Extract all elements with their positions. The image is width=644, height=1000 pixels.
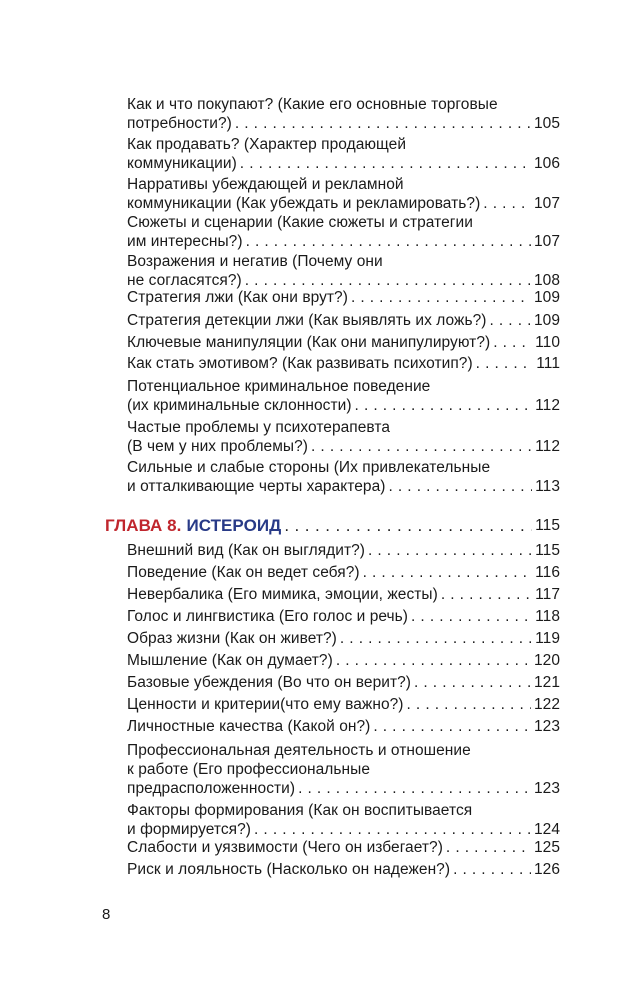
toc-entry [127, 213, 560, 251]
toc-entry [127, 541, 560, 560]
toc-entry-text: Образ жизни (Как он живет?) [127, 630, 337, 647]
dot-leader [453, 860, 531, 879]
dot-leader [246, 232, 531, 251]
dot-leader [446, 838, 531, 857]
toc-page-number: 121 [533, 674, 560, 691]
chapter-label: ГЛАВА 8. [105, 516, 182, 535]
toc-entry-text: Голос и лингвистика (Его голос и речь) [127, 608, 408, 625]
dot-leader [240, 154, 531, 173]
dot-leader [441, 585, 532, 604]
dot-leader [284, 516, 532, 536]
toc-entry [127, 252, 560, 290]
toc-entry-text: и формируется?) [127, 821, 252, 838]
toc-entry-text: Невербалика (Его мимика, эмоции, жесты) [127, 586, 438, 603]
toc-page-number: 115 [535, 517, 560, 534]
toc-entry-text: Стратегия лжи (Как они врут?) [127, 289, 348, 306]
toc-entry-text: Внешний вид (Как он выглядит?) [127, 542, 365, 559]
toc-entry-text: не согласятся?) [127, 272, 242, 289]
toc-page-number: 123 [533, 780, 560, 797]
toc-entry-text: предрасположенности) [127, 780, 296, 797]
dot-leader [407, 695, 531, 714]
toc-entry-text-first: Сильные и слабые стороны (Их привлекательные [127, 459, 491, 476]
toc-entry [127, 135, 560, 173]
toc-entry [127, 695, 560, 714]
toc-entry-text-first: Сюжеты и сценарии (Какие сюжеты и стратегии [127, 214, 473, 231]
toc-entry-text: и отталкивающие черты характера) [127, 478, 386, 495]
toc-entry [127, 673, 560, 692]
dot-leader [355, 396, 533, 415]
chapter-title: ИСТЕРОИД [186, 516, 282, 535]
toc-page-number: 116 [535, 564, 560, 581]
toc-page-number: 126 [533, 861, 560, 878]
toc-entry [127, 651, 560, 670]
toc-page-number: 122 [533, 696, 560, 713]
toc-entry-text: коммуникации (Как убеждать и рекламировать?) [127, 195, 481, 212]
toc-entry-text-first: Частые проблемы у психотерапевта [127, 419, 391, 436]
dot-leader [235, 114, 531, 133]
toc-page-number: 125 [533, 839, 560, 856]
dot-leader [363, 563, 533, 582]
toc-page-number: 123 [533, 718, 560, 735]
toc-entry-text: Поведение (Как он ведет себя?) [127, 564, 360, 581]
toc-page-number: 115 [535, 542, 560, 559]
dot-leader [336, 651, 531, 670]
toc-page-number: 107 [533, 195, 560, 212]
dot-leader [373, 717, 531, 736]
toc-page-number: 109 [533, 312, 560, 329]
toc-entry-text-first: Факторы формирования (Как он воспитывается [127, 802, 473, 819]
toc-page-number: 118 [535, 608, 560, 625]
toc-entry [127, 838, 560, 857]
toc-entry-text-first: Потенциальное криминальное поведение [127, 378, 431, 395]
toc-page-number: 112 [535, 397, 560, 414]
toc-entry [127, 333, 560, 352]
dot-leader [368, 541, 532, 560]
dot-leader [254, 820, 531, 839]
toc-entry-text: (их криминальные склонности) [127, 397, 352, 414]
toc-entry [127, 585, 560, 604]
toc-entry [127, 860, 560, 879]
dot-leader [411, 607, 532, 626]
dot-leader [483, 194, 531, 213]
toc-entry [127, 563, 560, 582]
toc-page-number: 111 [536, 355, 560, 372]
toc-page-number: 105 [533, 115, 560, 132]
toc-entry [127, 354, 560, 373]
toc-page-number: 108 [533, 272, 560, 289]
toc-entry [127, 377, 560, 415]
toc-entry-text: им интересны?) [127, 233, 243, 250]
chapter-heading [105, 516, 560, 536]
toc-page-number: 112 [535, 438, 560, 455]
toc-page-number: 106 [533, 155, 560, 172]
dot-leader [298, 779, 531, 798]
toc-entry [127, 801, 560, 839]
dot-leader [388, 477, 532, 496]
toc-entry [127, 288, 560, 307]
page-number-folio: 8 [102, 906, 111, 923]
toc-entry-text-first: Возражения и негатив (Почему они [127, 253, 383, 270]
toc-entry-text: Мышление (Как он думает?) [127, 652, 333, 669]
toc-entry [127, 311, 560, 330]
dot-leader [476, 354, 534, 373]
toc-entry-text: Стратегия детекции лжи (Как выявлять их ложь?) [127, 312, 487, 329]
toc-entry [127, 418, 560, 456]
toc-entry-text-first: Нарративы убеждающей и рекламной [127, 176, 404, 193]
toc-entry [127, 607, 560, 626]
toc-page-number: 107 [533, 233, 560, 250]
toc-entry-text-first: Как продавать? (Характер продающей [127, 136, 407, 153]
toc-entry-text-first: Профессиональная деятельность и отношение к работе (Его профессиональные [127, 742, 471, 778]
toc-entry-text: Базовые убеждения (Во что он верит?) [127, 674, 411, 691]
toc-entry-text: коммуникации) [127, 155, 237, 172]
toc-page-number: 119 [535, 630, 560, 647]
toc-entry-text: Как стать эмотивом? (Как развивать психотип?) [127, 355, 473, 372]
dot-leader [340, 629, 532, 648]
dot-leader [493, 333, 532, 352]
dot-leader [351, 288, 531, 307]
toc-entry [127, 629, 560, 648]
toc-page-number: 120 [533, 652, 560, 669]
toc-entry-text: Ценности и критерии(что ему важно?) [127, 696, 404, 713]
dot-leader [489, 311, 531, 330]
toc-entry-text: Риск и лояльность (Насколько он надежен?) [127, 861, 451, 878]
dot-leader [311, 437, 532, 456]
toc-page-number: 109 [533, 289, 560, 306]
toc-entry [127, 458, 560, 496]
toc-entry [127, 741, 560, 798]
toc-entry [127, 95, 560, 133]
toc-entry-text: Слабости и уязвимости (Чего он избегает?) [127, 839, 443, 856]
toc-page-number: 113 [535, 478, 560, 495]
toc-entry-text-first: Как и что покупают? (Какие его основные торговые [127, 96, 498, 113]
toc-entry [127, 717, 560, 736]
toc-entry [127, 175, 560, 213]
toc-page-number: 117 [535, 586, 560, 603]
toc-page-number: 110 [535, 334, 560, 351]
toc-entry-text: потребности?) [127, 115, 232, 132]
dot-leader [414, 673, 531, 692]
toc-entry-text: Ключевые манипуляции (Как они манипулируют?) [127, 334, 491, 351]
toc-entry-text: Личностные качества (Какой он?) [127, 718, 371, 735]
toc-page-number: 124 [533, 821, 560, 838]
toc-entry-text: (В чем у них проблемы?) [127, 438, 309, 455]
